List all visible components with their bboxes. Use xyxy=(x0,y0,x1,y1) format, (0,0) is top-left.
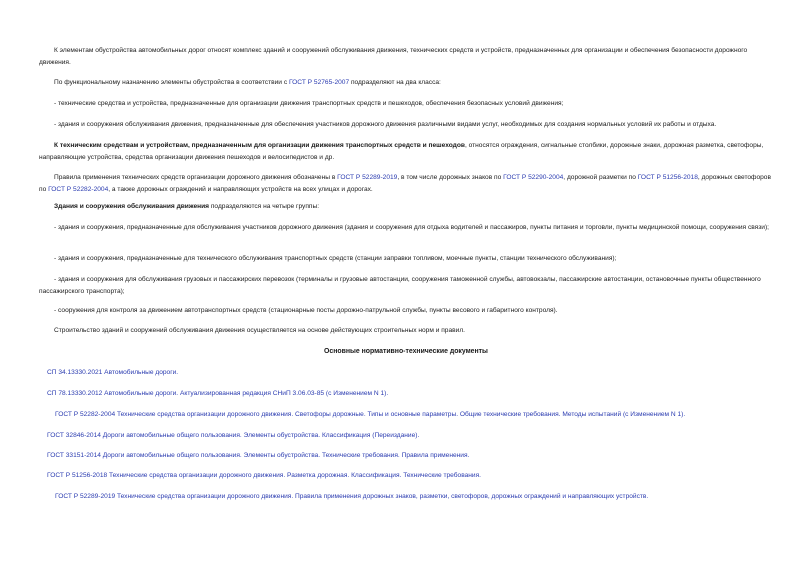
documents-heading: Основные нормативно-технические документы xyxy=(324,348,488,355)
classification-text: По функциональному назначению элементы обустройства в соответствии с xyxy=(54,79,289,86)
buildings-text: подразделяются на четыре группы: xyxy=(209,203,320,210)
gost-52282-link[interactable]: ГОСТ Р 52282-2004 xyxy=(48,185,109,193)
document-list-item xyxy=(47,470,481,481)
rules-text-5: , а также дорожных ограждений и направляющих устройств на всех улицах и дорогах. xyxy=(108,185,373,193)
class-1-item xyxy=(39,98,773,110)
rules-text-2: , в том числе дорожных знаков по xyxy=(397,174,504,181)
intro-text: К элементам обустройства автомобильных дорог относят комплекс зданий и сооружений обслуживания движения, технических средств и устройств, предназначенных для организации и обеспечения безопасности дорожного движения. xyxy=(39,47,748,66)
gost-33151-link[interactable]: ГОСТ 33151-2014 Дороги автомобильные общего пользования. Элементы обустройства. Технические требования. Правила применения. xyxy=(47,452,470,459)
buildings-heading: Здания и сооружения обслуживания движения xyxy=(54,203,210,210)
gost-51256-doc-link[interactable]: ГОСТ Р 51256-2018 Технические средства организации дорожного движения. Разметка дорожная. Классификация. Технические требования. xyxy=(47,472,482,479)
sp-34-13330-link[interactable]: СП 34.13330.2021 Автомобильные дороги. xyxy=(47,369,179,376)
group-1-item xyxy=(39,222,773,234)
group-1-text: - здания и сооружения, предназначенные для обслуживания участников дорожного движения (здания и сооружения для отдыха водителей и пассажиров, пункты питания и торговли, пункты медицинской помощи, сооружения связи); xyxy=(54,224,769,231)
rules-paragraph xyxy=(39,172,773,195)
group-3-text: - здания и сооружения для обслуживания грузовых и пассажирских перевозок (терминалы и грузовые автостанции, сооружения таможенной службы, автовокзалы, пассажирские автостанции, остановочные пункты общественного пассажирского транспорта); xyxy=(39,276,761,295)
document-list-item xyxy=(47,367,178,378)
construction-paragraph xyxy=(39,325,773,337)
rules-text-4: , дорожных светофоров по xyxy=(39,174,771,193)
gost-52282-doc-link[interactable]: ГОСТ Р 52282-2004 Технические средства организации дорожного движения. Светофоры дорожные. Типы и основные параметры. Общие технические требования. Методы испытаний (с Изменением N 1). xyxy=(55,411,686,418)
document-list-item xyxy=(47,450,469,461)
tech-means-text: , относятся ограждения, сигнальные столбики, дорожные знаки, дорожная разметка, светофоры, направляющие устройства, средства организации движения пешеходов и велосипедистов и др. xyxy=(39,142,764,161)
document-list-item xyxy=(55,491,648,502)
sp-78-13330-link[interactable]: СП 78.13330.2012 Автомобильные дороги. Актуализированная редакция СНиП 3.06.03-85 (с Изменением N 1). xyxy=(47,390,389,397)
gost-51256-link[interactable]: ГОСТ Р 51256-2018 xyxy=(637,174,698,181)
document-list-item xyxy=(47,388,388,399)
classification-paragraph xyxy=(39,77,773,89)
group-4-item xyxy=(39,305,773,317)
rules-text-3: , дорожной разметки по xyxy=(563,174,638,181)
class-2-text: - здания и сооружения обслуживания движения, предназначенные для обеспечения участников дорожного движения различными видами услуг, необходимых для создания нормальных условий их работы и отдыха. xyxy=(54,121,717,128)
class-1-text: - технические средства и устройства, предназначенные для организации движения транспортных средств и пешеходов, обеспечения безопасных условий движения; xyxy=(54,100,564,107)
tech-means-paragraph xyxy=(39,140,773,163)
gost-32846-link[interactable]: ГОСТ 32846-2014 Дороги автомобильные общего пользования. Элементы обустройства. Классификация (Переиздание). xyxy=(47,432,420,439)
group-4-text: - сооружения для контроля за движением автотранспортных средств (стационарные посты дорожно-патрульной службы, пункты весового и габаритного контроля). xyxy=(54,307,558,314)
tech-means-heading: К техническим средствам и устройствам, предназначенным для организации движения транспортных средств и пешеходов xyxy=(54,142,465,149)
gost-52290-link[interactable]: ГОСТ Р 52290-2004 xyxy=(503,174,564,181)
group-2-item xyxy=(39,253,773,265)
document-list-item xyxy=(47,430,419,441)
construction-text: Строительство зданий и сооружений обслуживания движения осуществляется на основе действующих строительных норм и правил. xyxy=(54,327,465,334)
intro-paragraph xyxy=(39,45,773,68)
gost-52289-doc-link[interactable]: ГОСТ Р 52289-2019 Технические средства организации дорожного движения. Правила применения дорожных знаков, разметки, светофоров, дорожных ограждений и направляющих устройств. xyxy=(55,493,649,500)
classification-text-end: подразделяют на два класса: xyxy=(349,79,441,86)
gost-52289-link[interactable]: ГОСТ Р 52289-2019 xyxy=(337,174,398,181)
document-list-item xyxy=(55,409,685,420)
class-2-item xyxy=(39,119,773,131)
rules-text-1: Правила применения технических средств организации дорожного движения обозначены в xyxy=(54,174,338,181)
group-3-item xyxy=(39,274,773,297)
group-2-text: - здания и сооружения, предназначенные для технического обслуживания транспортных средств (станции заправки топливом, моечные пункты, станции технического обслуживания); xyxy=(54,255,617,262)
gost-52765-link[interactable]: ГОСТ Р 52765-2007 xyxy=(288,79,350,86)
buildings-paragraph xyxy=(39,201,773,213)
